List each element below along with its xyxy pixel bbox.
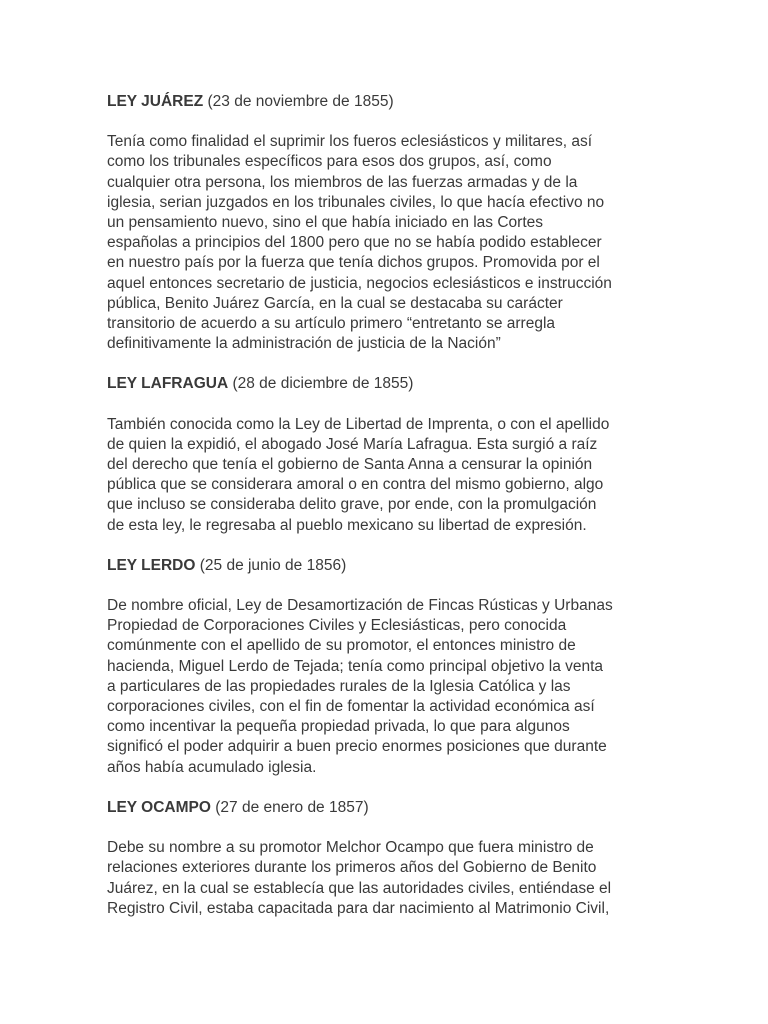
section-body-ley-juarez: Tenía como finalidad el suprimir los fueros eclesiásticos y militares, así como los tribunales específicos para esos dos grupos, así, como cualquier otra persona, los miembros de las fuerzas armadas y de la iglesia, serian juzgados en los tribunales civiles, lo que hacía efectivo no un pensamiento nuevo, sino el que había iniciado en las Cortes españolas a principios del 1800 pero que no se había podido establecer en nuestro país por la fuerza que tenía dichos grupos. Promovida por el aquel entonces secretario de justicia, negocios eclesiásticos e instrucción pública, Benito Juárez García, en la cual se destacaba su carácter transitorio de acuerdo a su artículo primero “entretanto se arregla definitivamente la administración de justicia de la Nación”: [107, 133, 612, 353]
section-heading-ley-lafragua: [107, 374, 667, 394]
section-date: (25 de junio de 1856): [199, 556, 347, 574]
section-body-ley-lerdo: De nombre oficial, Ley de Desamortización de Fincas Rústicas y Urbanas Propiedad de Corporaciones Civiles y Eclesiásticas, pero conocida comúnmente con el apellido de su promotor, el entonces ministro de hacienda, Miguel Lerdo de Tejada; tenía como principal objetivo la venta a particulares de las propiedades rurales de la Iglesia Católica y las corporaciones civiles, con el fin de fomentar la actividad económica así como incentivar la pequeña propiedad privada, lo que para algunos significó el poder adquirir a buen precio enormes posiciones que durante años había acumulado iglesia.: [107, 597, 613, 776]
document-page: [107, 92, 667, 939]
section-title: LEY JUÁREZ: [107, 93, 204, 110]
section-body-ley-ocampo: Debe su nombre a su promotor Melchor Ocampo que fuera ministro de relaciones exteriores durante los primeros años del Gobierno de Benito Juárez, en la cual se establecía que las autoridades civiles, entiéndase el Registro Civil, estaba capacitada para dar nacimiento al Matrimonio Civil,: [107, 839, 612, 917]
section-heading-ley-lerdo: [107, 556, 667, 576]
section-heading-ley-juarez: [107, 92, 667, 112]
section-date: (23 de noviembre de 1855): [207, 93, 394, 110]
section-heading-ley-ocampo: [107, 798, 667, 818]
section-date: (27 de enero de 1857): [215, 798, 369, 816]
section-date: (28 de diciembre de 1855): [232, 375, 414, 393]
section-title: LEY LERDO: [107, 556, 196, 574]
section-body-ley-lafragua: También conocida como la Ley de Libertad de Imprenta, o con el apellido de quien la expidió, el abogado José María Lafragua. Esta surgió a raíz del derecho que tenía el gobierno de Santa Anna a censurar la opinión pública que se considerara amoral o en contra del mismo gobierno, algo que incluso se consideraba delito grave, por ende, con la promulgación de esta ley, le regresaba al pueblo mexicano su libertad de expresión.: [107, 415, 610, 534]
section-title: LEY LAFRAGUA: [107, 375, 229, 393]
section-title: LEY OCAMPO: [107, 798, 211, 816]
